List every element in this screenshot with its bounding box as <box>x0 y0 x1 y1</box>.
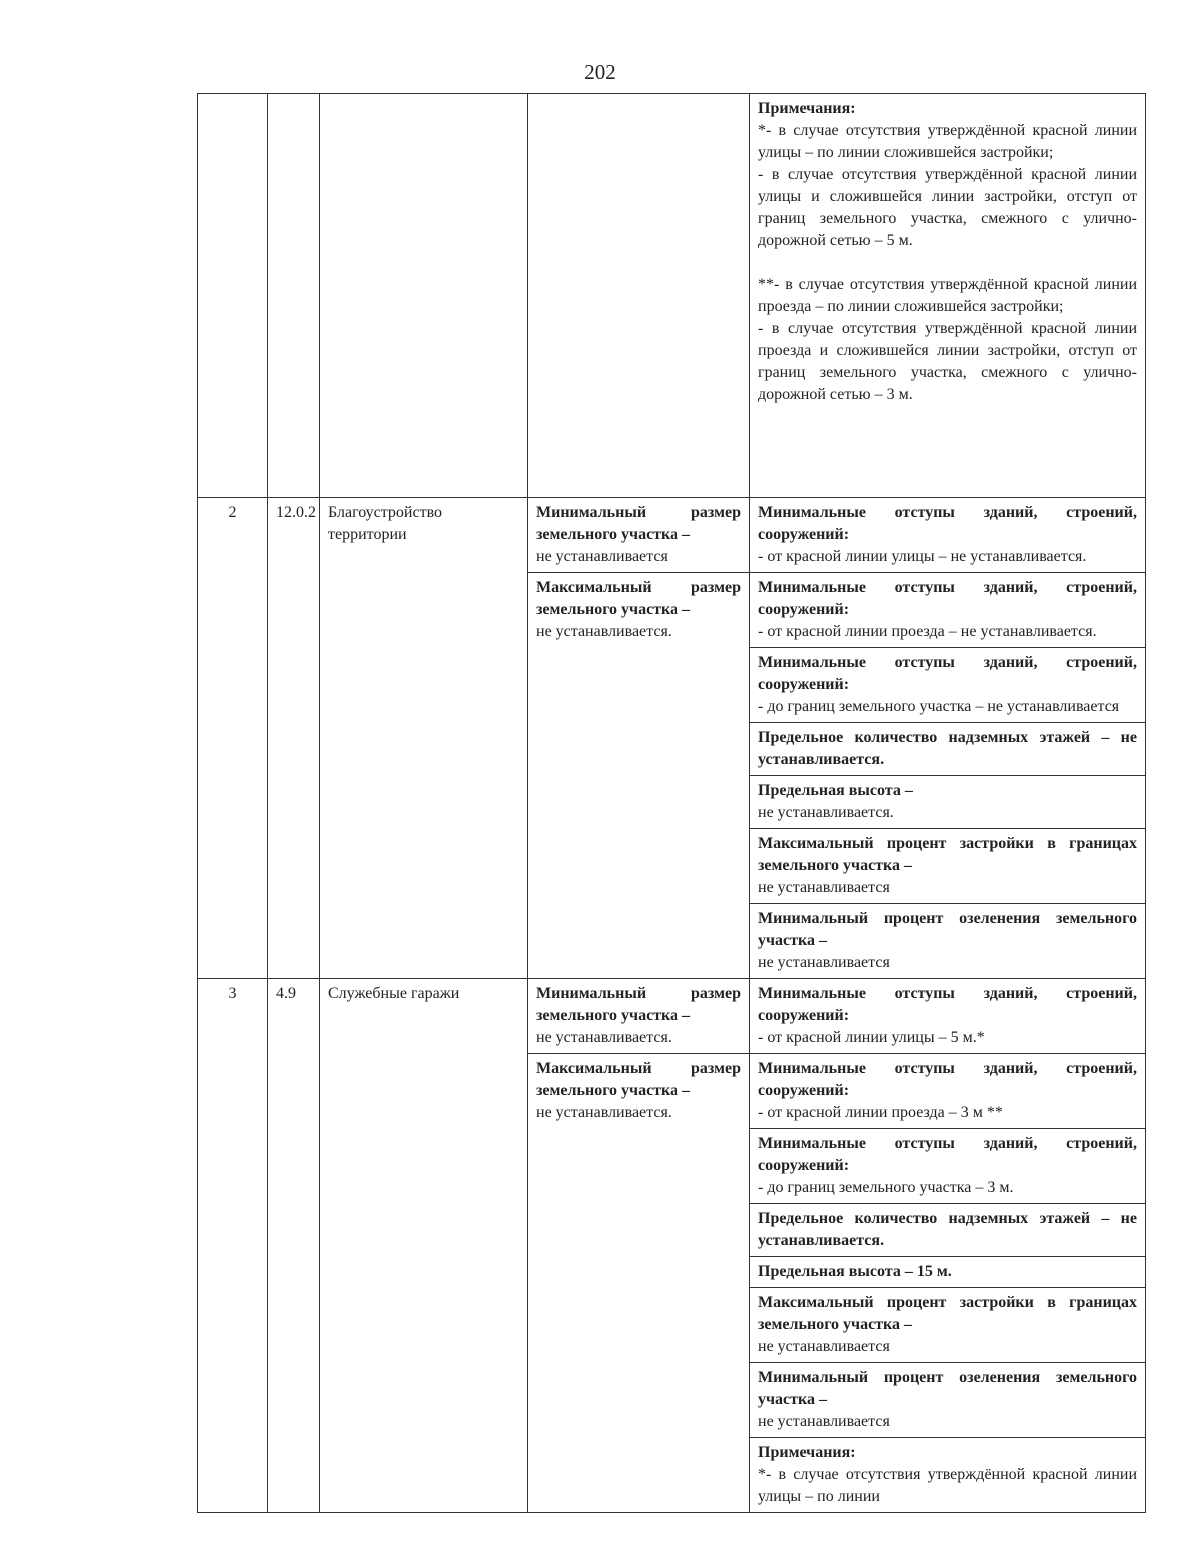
notes-heading: Примечания: <box>758 100 856 117</box>
param-title: Предельное количество надземных этажей – не устанавливается. <box>758 1210 1137 1249</box>
param-title: Минимальные отступы зданий, строений, сооружений: <box>758 985 1137 1024</box>
param-text: не устанавливается <box>758 954 890 971</box>
param-text: - до границ земельного участка – не устанавливается <box>758 698 1120 715</box>
row-number: 2 <box>198 498 268 979</box>
note-paragraph: - в случае отсутствия утверждённой красной линии улицы и сложившейся линии застройки, отступ от границ земельного участка, смежного с улично-дорожной сетью – 5 м. <box>758 166 1137 249</box>
size-max-value: не устанавливается. <box>536 1104 672 1121</box>
param-title: Минимальные отступы зданий, строений, сооружений: <box>758 579 1137 618</box>
param-cell <box>750 498 1146 573</box>
row-number: 3 <box>198 979 268 1513</box>
param-cell <box>750 648 1146 723</box>
param-cell <box>750 1204 1146 1257</box>
param-title: Предельная высота – 15 м. <box>758 1263 952 1280</box>
note-paragraph: - в случае отсутствия утверждённой красной линии проезда и сложившейся линии застройки, отступ от границ земельного участка, смежного с улично-дорожной сетью – 3 м. <box>758 320 1137 403</box>
note-paragraph: **- в случае отсутствия утверждённой красной линии проезда – по линии сложившейся застройки; <box>758 276 1137 315</box>
regulations-table <box>197 93 1146 1513</box>
cell-code <box>268 94 320 498</box>
size-max-label: Максимальный размер земельного участка – <box>536 1060 741 1099</box>
cell-num <box>198 94 268 498</box>
param-title: Предельное количество надземных этажей – не устанавливается. <box>758 729 1137 768</box>
cell-name <box>320 94 528 498</box>
size-min-cell <box>528 498 750 573</box>
cell-size <box>528 94 750 498</box>
size-min-cell <box>528 979 750 1054</box>
row-use-name: Служебные гаражи <box>320 979 528 1513</box>
param-title: Максимальный процент застройки в границах земельного участка – <box>758 1294 1137 1333</box>
size-min-label: Минимальный размер земельного участка – <box>536 504 741 543</box>
param-text: - от красной линии проезда – 3 м ** <box>758 1104 1003 1121</box>
param-title: Минимальные отступы зданий, строений, сооружений: <box>758 1060 1137 1099</box>
row-code: 4.9 <box>268 979 320 1513</box>
notes-heading: Примечания: <box>758 1444 856 1461</box>
param-text: - от красной линии улицы – не устанавливается. <box>758 548 1087 565</box>
table-row <box>198 979 1146 1054</box>
size-min-label: Минимальный размер земельного участка – <box>536 985 741 1024</box>
param-cell <box>750 1054 1146 1129</box>
size-max-cell <box>528 1054 750 1513</box>
param-title: Минимальный процент озеленения земельного участка – <box>758 910 1137 949</box>
size-max-cell <box>528 573 750 979</box>
param-cell <box>750 829 1146 904</box>
param-title: Минимальные отступы зданий, строений, сооружений: <box>758 654 1137 693</box>
note-paragraph: *- в случае отсутствия утверждённой красной линии улицы – по линии сложившейся застройки; <box>758 122 1137 161</box>
table-row <box>198 94 1146 498</box>
size-max-value: не устанавливается. <box>536 623 672 640</box>
param-cell <box>750 904 1146 979</box>
param-cell <box>750 1288 1146 1363</box>
param-text: не устанавливается <box>758 879 890 896</box>
row-code: 12.0.2 <box>268 498 320 979</box>
param-cell <box>750 723 1146 776</box>
table-row <box>198 498 1146 573</box>
param-text: - от красной линии проезда – не устанавливается. <box>758 623 1097 640</box>
size-min-value: не устанавливается <box>536 548 668 565</box>
param-cell <box>750 573 1146 648</box>
size-max-label: Максимальный размер земельного участка – <box>536 579 741 618</box>
param-cell <box>750 776 1146 829</box>
param-text: не устанавливается. <box>758 804 894 821</box>
param-text: не устанавливается <box>758 1413 890 1430</box>
size-min-value: не устанавливается. <box>536 1029 672 1046</box>
param-text: - от красной линии улицы – 5 м.* <box>758 1029 985 1046</box>
param-cell <box>750 1129 1146 1204</box>
param-title: Минимальный процент озеленения земельного участка – <box>758 1369 1137 1408</box>
param-text: не устанавливается <box>758 1338 890 1355</box>
row-use-name: Благоустройство территории <box>320 498 528 979</box>
param-title: Минимальные отступы зданий, строений, сооружений: <box>758 1135 1137 1174</box>
cell-notes <box>750 94 1146 498</box>
param-cell <box>750 1363 1146 1438</box>
param-text: - до границ земельного участка – 3 м. <box>758 1179 1014 1196</box>
param-title: Минимальные отступы зданий, строений, сооружений: <box>758 504 1137 543</box>
page-number: 202 <box>584 60 616 84</box>
param-title: Предельная высота – <box>758 782 913 799</box>
param-cell <box>750 979 1146 1054</box>
note-paragraph: *- в случае отсутствия утверждённой красной линии улицы – по линии <box>758 1466 1137 1505</box>
param-title: Максимальный процент застройки в границах земельного участка – <box>758 835 1137 874</box>
param-cell <box>750 1257 1146 1288</box>
notes-cell <box>750 1438 1146 1513</box>
